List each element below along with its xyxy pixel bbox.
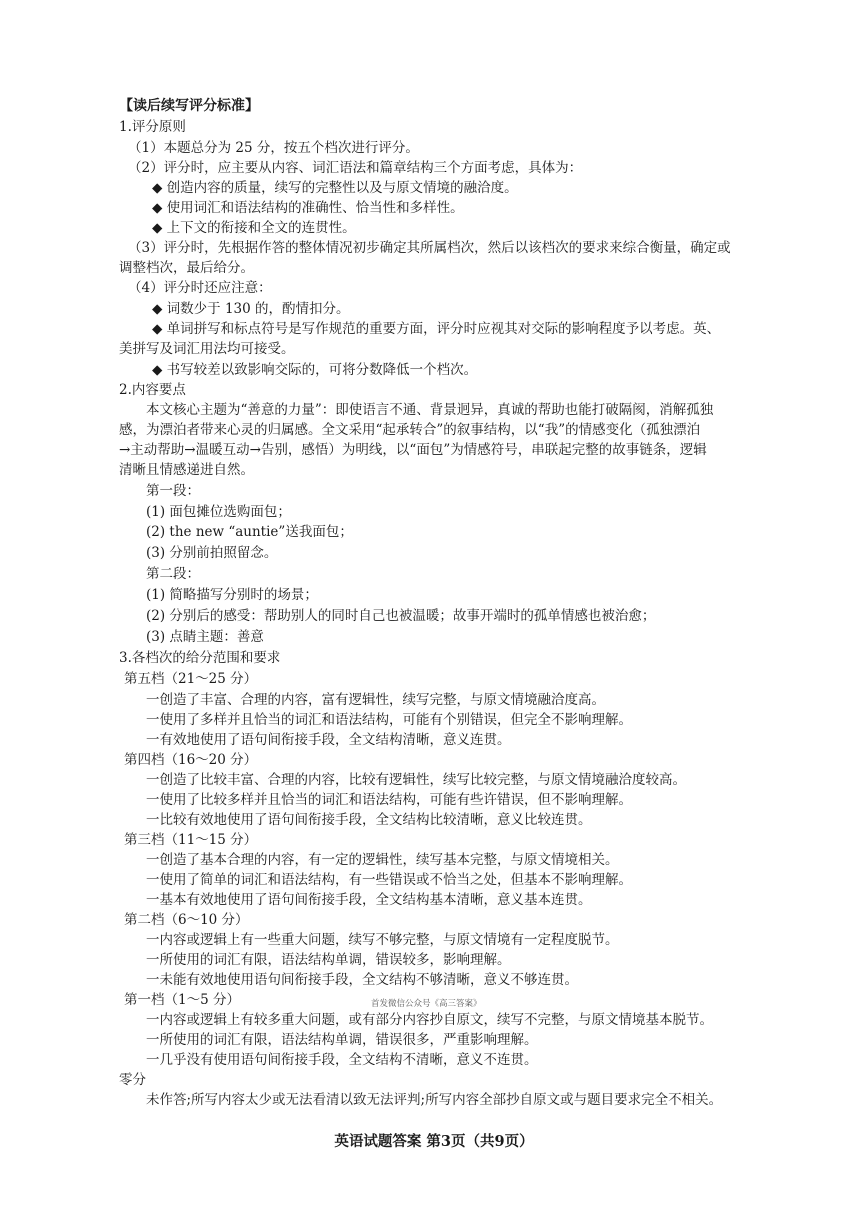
rule-3-line: 调整档次，最后给分。 (119, 260, 254, 276)
band-requirement: 一使用了比较多样并且恰当的词汇和语法结构，可能有些许错误，但不影响理解。 (146, 792, 632, 808)
rule-4-bullet: ◆ 单词拼写和标点符号是写作规范的重要方面，评分时应视其对交际的影响程度予以考虑。英、 (152, 321, 721, 337)
content-intro-line: 本文核心主题为“善意的力量”：即使语言不通、背景迥异，真诚的帮助也能打破隔阂，消解孤独 (146, 402, 714, 418)
paragraph-1-point: (2) the new “auntie”送我面包； (146, 524, 353, 540)
paragraph-2-point: (3) 点睛主题：善意 (146, 629, 264, 645)
rule-4-bullet-cont: 美拼写及词汇用法均可接受。 (119, 341, 295, 357)
page-footer: 英语试题答案 第3页（共9页） (334, 1133, 534, 1150)
band-requirement: 一有效地使用了语句间衔接手段，全文结构清晰，意义连贯。 (146, 732, 511, 748)
section-2-heading: 2.内容要点 (119, 382, 186, 398)
band-requirement: 一使用了多样并且恰当的词汇和语法结构，可能有个别错误，但完全不影响理解。 (146, 712, 632, 728)
band-requirement: 一比较有效地使用了语句间衔接手段，全文结构比较清晰，意义比较连贯。 (146, 812, 592, 828)
band-requirement: 一所使用的词汇有限，语法结构单调，错误很多，严重影响理解。 (146, 1032, 538, 1048)
band-requirement: 一几乎没有使用语句间衔接手段，全文结构不清晰，意义不连贯。 (146, 1052, 538, 1068)
band-requirement: 一内容或逻辑上有较多重大问题，或有部分内容抄自原文，续写不完整，与原文情境基本脱节。 (146, 1012, 713, 1028)
paragraph-2-point: (1) 简略描写分别时的场景； (146, 587, 318, 603)
watermark-text: 首发微信公众号《高三答案》 (371, 999, 482, 1009)
paragraph-2-label: 第二段： (146, 566, 200, 582)
band-requirement: 一创造了比较丰富、合理的内容，比较有逻辑性，续写比较完整，与原文情境融洽度较高。 (146, 772, 686, 788)
paragraph-1-label: 第一段： (146, 483, 200, 499)
content-intro-line: 清晰且情感递进自然。 (119, 462, 254, 478)
section-3-heading: 3.各档次的给分范围和要求 (119, 650, 281, 666)
band-requirement: 一创造了丰富、合理的内容，富有逻辑性，续写完整，与原文情境融洽度高。 (146, 692, 605, 708)
content-intro-line: →主动帮助→温暖互动→告别，感悟）为明线，以“面包”为情感符号，串联起完整的故事链条，逻辑 (119, 442, 707, 458)
rule-2: （2）评分时，应主要从内容、词汇语法和篇章结构三个方面考虑，具体为： (128, 160, 583, 176)
zero-score-text: 未作答;所写内容太少或无法看清以致无法评判;所写内容全部抄自原文或与题目要求完全不相关。 (146, 1092, 723, 1108)
content-intro-line: 感，为漂泊者带来心灵的归属感。全文采用“起承转合”的叙事结构，以“我”的情感变化（孤独漂泊 (119, 422, 701, 438)
band-requirement: 一所使用的词汇有限，语法结构单调，错误较多，影响理解。 (146, 952, 511, 968)
band-requirement: 一基本有效地使用了语句间衔接手段，全文结构基本清晰，意义基本连贯。 (146, 892, 592, 908)
rule-4: （4）评分时还应注意： (128, 280, 272, 296)
band-4-label: 第四档（16～20 分） (124, 752, 258, 768)
band-2-label: 第二档（6～10 分） (124, 912, 249, 928)
paragraph-2-point: (2) 分别后的感受：帮助别人的同时自己也被温暖；故事开端时的孤单情感也被治愈； (146, 608, 656, 624)
band-requirement: 一创造了基本合理的内容，有一定的逻辑性，续写基本完整，与原文情境相关。 (146, 852, 619, 868)
rule-1: （1）本题总分为 25 分，按五个档次进行评分。 (128, 140, 419, 156)
band-requirement: 一内容或逻辑上有一些重大问题，续写不够完整，与原文情境有一定程度脱节。 (146, 932, 619, 948)
rule-2-bullet: ◆ 使用词汇和语法结构的准确性、恰当性和多样性。 (152, 200, 464, 216)
zero-score-label: 零分 (119, 1072, 146, 1088)
band-requirement: 一未能有效地使用语句间衔接手段，全文结构不够清晰，意义不够连贯。 (146, 972, 578, 988)
rule-4-bullet: ◆ 词数少于 130 的，酌情扣分。 (152, 301, 350, 317)
paragraph-1-point: (3) 分别前拍照留念。 (146, 545, 278, 561)
band-1-label: 第一档（1～5 分） (124, 992, 240, 1008)
rule-2-bullet: ◆ 上下文的衔接和全文的连贯性。 (152, 220, 356, 236)
band-3-label: 第三档（11～15 分） (124, 832, 258, 848)
document-title: 【读后续写评分标准】 (119, 98, 259, 114)
rule-2-bullet: ◆ 创造内容的质量，续写的完整性以及与原文情境的融洽度。 (152, 180, 518, 196)
paragraph-1-point: (1) 面包摊位选购面包； (146, 504, 291, 520)
band-requirement: 一使用了简单的词汇和语法结构，有一些错误或不恰当之处，但基本不影响理解。 (146, 872, 632, 888)
section-1-heading: 1.评分原则 (119, 119, 186, 135)
rule-4-bullet: ◆ 书写较差以致影响交际的，可将分数降低一个档次。 (152, 362, 478, 378)
band-5-label: 第五档（21～25 分） (124, 671, 258, 687)
rule-3-line: （3）评分时，先根据作答的整体情况初步确定其所属档次，然后以该档次的要求来综合衡量，确定或 (128, 240, 731, 256)
